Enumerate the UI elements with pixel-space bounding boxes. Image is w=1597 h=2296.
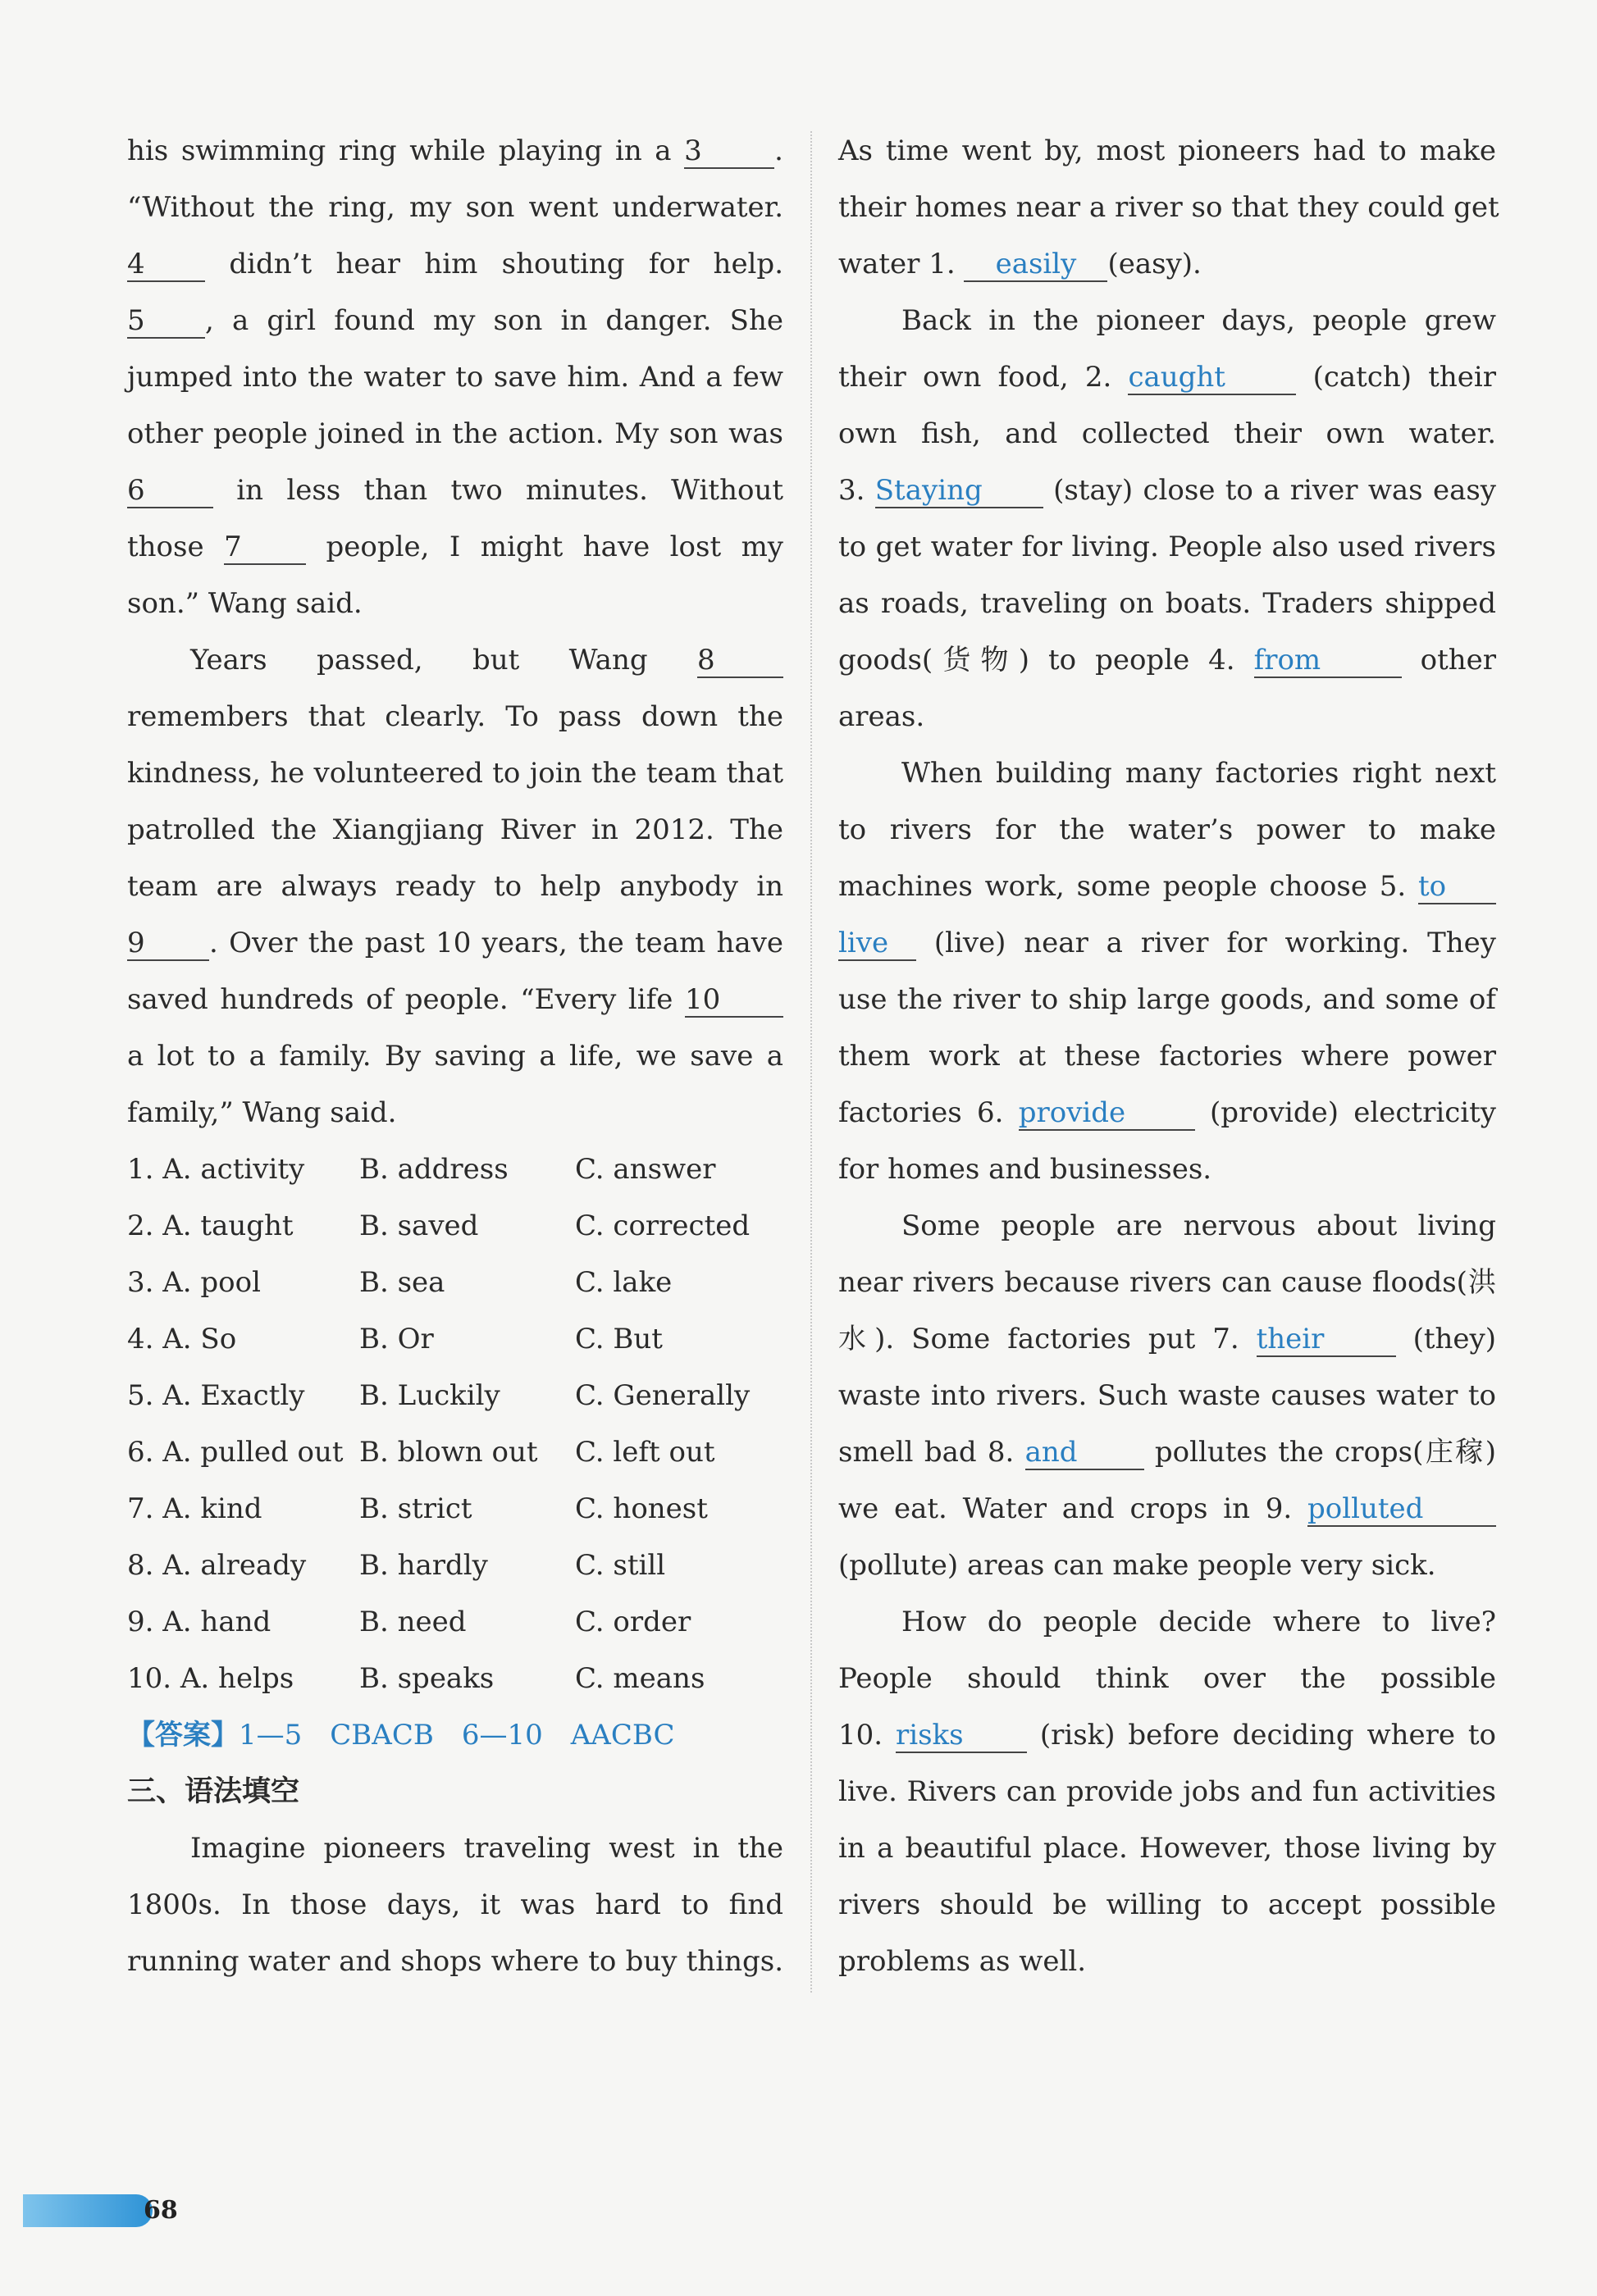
blank-7: 7 bbox=[224, 531, 306, 565]
text-line: son.” Wang said. bbox=[127, 587, 363, 620]
section-title: 三、语法填空 bbox=[127, 1775, 300, 1808]
answer-4: from bbox=[1254, 644, 1402, 678]
right-column bbox=[838, 123, 1499, 1990]
left-column bbox=[127, 123, 783, 1990]
text-line: water 1. easily (easy). bbox=[838, 248, 1202, 280]
text-line: those 7 people, I might have lost my bbox=[127, 531, 784, 563]
text-line: rivers should be willing to accept possible bbox=[838, 1888, 1496, 1921]
answer-2: caught bbox=[1128, 361, 1296, 395]
text-line: saved hundreds of people. “Every life 10 bbox=[127, 972, 783, 1028]
text-line: own fish, and collected their own water. bbox=[838, 417, 1496, 450]
text-line: other people joined in the action. My son was bbox=[127, 417, 783, 450]
answer-5-part1: to bbox=[1418, 870, 1496, 904]
text-line: How do people decide where to live? bbox=[901, 1606, 1496, 1638]
blank-10: 10 bbox=[685, 983, 783, 1018]
blank-3: 3 bbox=[684, 134, 774, 169]
blank-6: 6 bbox=[127, 474, 213, 508]
text-line: to get water for living. People also used rivers bbox=[838, 531, 1496, 563]
blank-4: 4 bbox=[127, 248, 205, 282]
text-line: machines work, some people choose 5. to bbox=[838, 859, 1496, 915]
page-number: 68 bbox=[144, 2196, 178, 2225]
text-line: Back in the pioneer days, people grew bbox=[901, 304, 1496, 337]
text-line: a lot to a family. By saving a life, we save a bbox=[127, 1040, 783, 1073]
text-line: As time went by, most pioneers had to make bbox=[838, 134, 1496, 167]
text-line: People should think over the possible bbox=[838, 1662, 1496, 1695]
text-line: kindness, he volunteered to join the team that bbox=[127, 757, 783, 790]
text-line: areas. bbox=[838, 700, 925, 733]
text-line: in a beautiful place. However, those living by bbox=[838, 1832, 1496, 1865]
text-line: to rivers for the water’s power to make bbox=[838, 813, 1496, 846]
text-line: 4 didn’t hear him shouting for help. bbox=[127, 248, 784, 280]
text-line: Years passed, but Wang 8 bbox=[127, 632, 783, 689]
text-line: 6 in less than two minutes. Without bbox=[127, 474, 784, 507]
text-line: problems as well. bbox=[838, 1945, 1087, 1978]
text-line: live. Rivers can provide jobs and fun activities bbox=[838, 1775, 1496, 1808]
option-row: 8. A. already B. hardly C. still bbox=[127, 1549, 666, 1582]
text-line: 9 . Over the past 10 years, the team have bbox=[127, 927, 783, 959]
answer-7: their bbox=[1257, 1323, 1396, 1357]
text-line: When building many factories right next bbox=[901, 757, 1496, 790]
answer-3: Staying bbox=[875, 474, 1043, 508]
text-line: Some people are nervous about living bbox=[901, 1210, 1496, 1242]
answer-8: and bbox=[1025, 1436, 1144, 1470]
blank-8: 8 bbox=[697, 644, 783, 678]
text-line: team are always ready to help anybody in bbox=[127, 870, 783, 903]
option-row: 6. A. pulled out B. blown out C. left out bbox=[127, 1436, 715, 1469]
option-row: 9. A. hand B. need C. order bbox=[127, 1606, 691, 1638]
text-line: Imagine pioneers traveling west in the bbox=[190, 1832, 783, 1865]
column-divider bbox=[810, 131, 812, 1993]
text-line: we eat. Water and crops in 9. polluted bbox=[838, 1481, 1496, 1538]
text-line: goods(货物) to people 4. from other bbox=[838, 644, 1496, 676]
text-line: waste into rivers. Such waste causes water to bbox=[838, 1379, 1496, 1412]
option-row: 7. A. kind B. strict C. honest bbox=[127, 1492, 708, 1525]
option-row: 2. A. taught B. saved C. corrected bbox=[127, 1210, 751, 1242]
text-line: near rivers because rivers can cause floods(洪 bbox=[838, 1266, 1496, 1299]
text-line: jumped into the water to save him. And a few bbox=[127, 361, 783, 394]
text-line: 水). Some factories put 7. their (they) bbox=[838, 1323, 1497, 1355]
blank-5: 5 bbox=[127, 304, 205, 339]
text-line: remembers that clearly. To pass down the bbox=[127, 700, 783, 733]
text-line: use the river to ship large goods, and some of bbox=[838, 983, 1496, 1016]
text-line: his swimming ring while playing in a 3 . bbox=[127, 134, 783, 167]
text-line: “Without the ring, my son went underwater. bbox=[127, 191, 783, 224]
text-line: 10. risks (risk) before deciding where to bbox=[838, 1719, 1497, 1752]
answer-5-part2: live bbox=[838, 927, 916, 961]
answer-6: provide bbox=[1019, 1096, 1195, 1131]
text-line: running water and shops where to buy things. bbox=[127, 1945, 783, 1978]
answer-9: polluted bbox=[1307, 1492, 1496, 1527]
option-row: 1. A. activity B. address C. answer bbox=[127, 1153, 716, 1186]
option-row: 5. A. Exactly B. Luckily C. Generally bbox=[127, 1379, 751, 1412]
text-line: 5 , a girl found my son in danger. She bbox=[127, 304, 783, 337]
text-line: as roads, traveling on boats. Traders shipped bbox=[838, 587, 1496, 620]
text-line: smell bad 8. and pollutes the crops(庄稼) bbox=[838, 1436, 1496, 1469]
answer-10: risks bbox=[896, 1719, 1027, 1753]
blank-9: 9 bbox=[127, 927, 209, 961]
option-row: 3. A. pool B. sea C. lake bbox=[127, 1266, 673, 1299]
option-row: 10. A. helps B. speaks C. means bbox=[127, 1662, 705, 1695]
text-line: factories 6. provide (provide) electricity bbox=[838, 1096, 1496, 1129]
text-line: live (live) near a river for working. They bbox=[838, 927, 1496, 959]
text-line: for homes and businesses. bbox=[838, 1153, 1212, 1186]
answer-1: easily bbox=[964, 248, 1107, 282]
text-line: their homes near a river so that they could get bbox=[838, 191, 1499, 224]
text-line: 1800s. In those days, it was hard to find bbox=[127, 1888, 783, 1921]
text-line: family,” Wang said. bbox=[127, 1096, 397, 1129]
text-line: their own food, 2. caught (catch) their bbox=[838, 361, 1496, 394]
option-row: 4. A. So B. Or C. But bbox=[127, 1323, 663, 1355]
text-line: patrolled the Xiangjiang River in 2012. The bbox=[127, 813, 783, 846]
answer-key: 【答案】1—5 CBACB 6—10 AACBC bbox=[127, 1719, 675, 1752]
text-line: them work at these factories where power bbox=[838, 1040, 1496, 1073]
page-number-bar bbox=[23, 2194, 153, 2227]
text-line: (pollute) areas can make people very sick. bbox=[838, 1549, 1436, 1582]
text-line: 3. Staying (stay) close to a river was easy bbox=[838, 474, 1496, 507]
